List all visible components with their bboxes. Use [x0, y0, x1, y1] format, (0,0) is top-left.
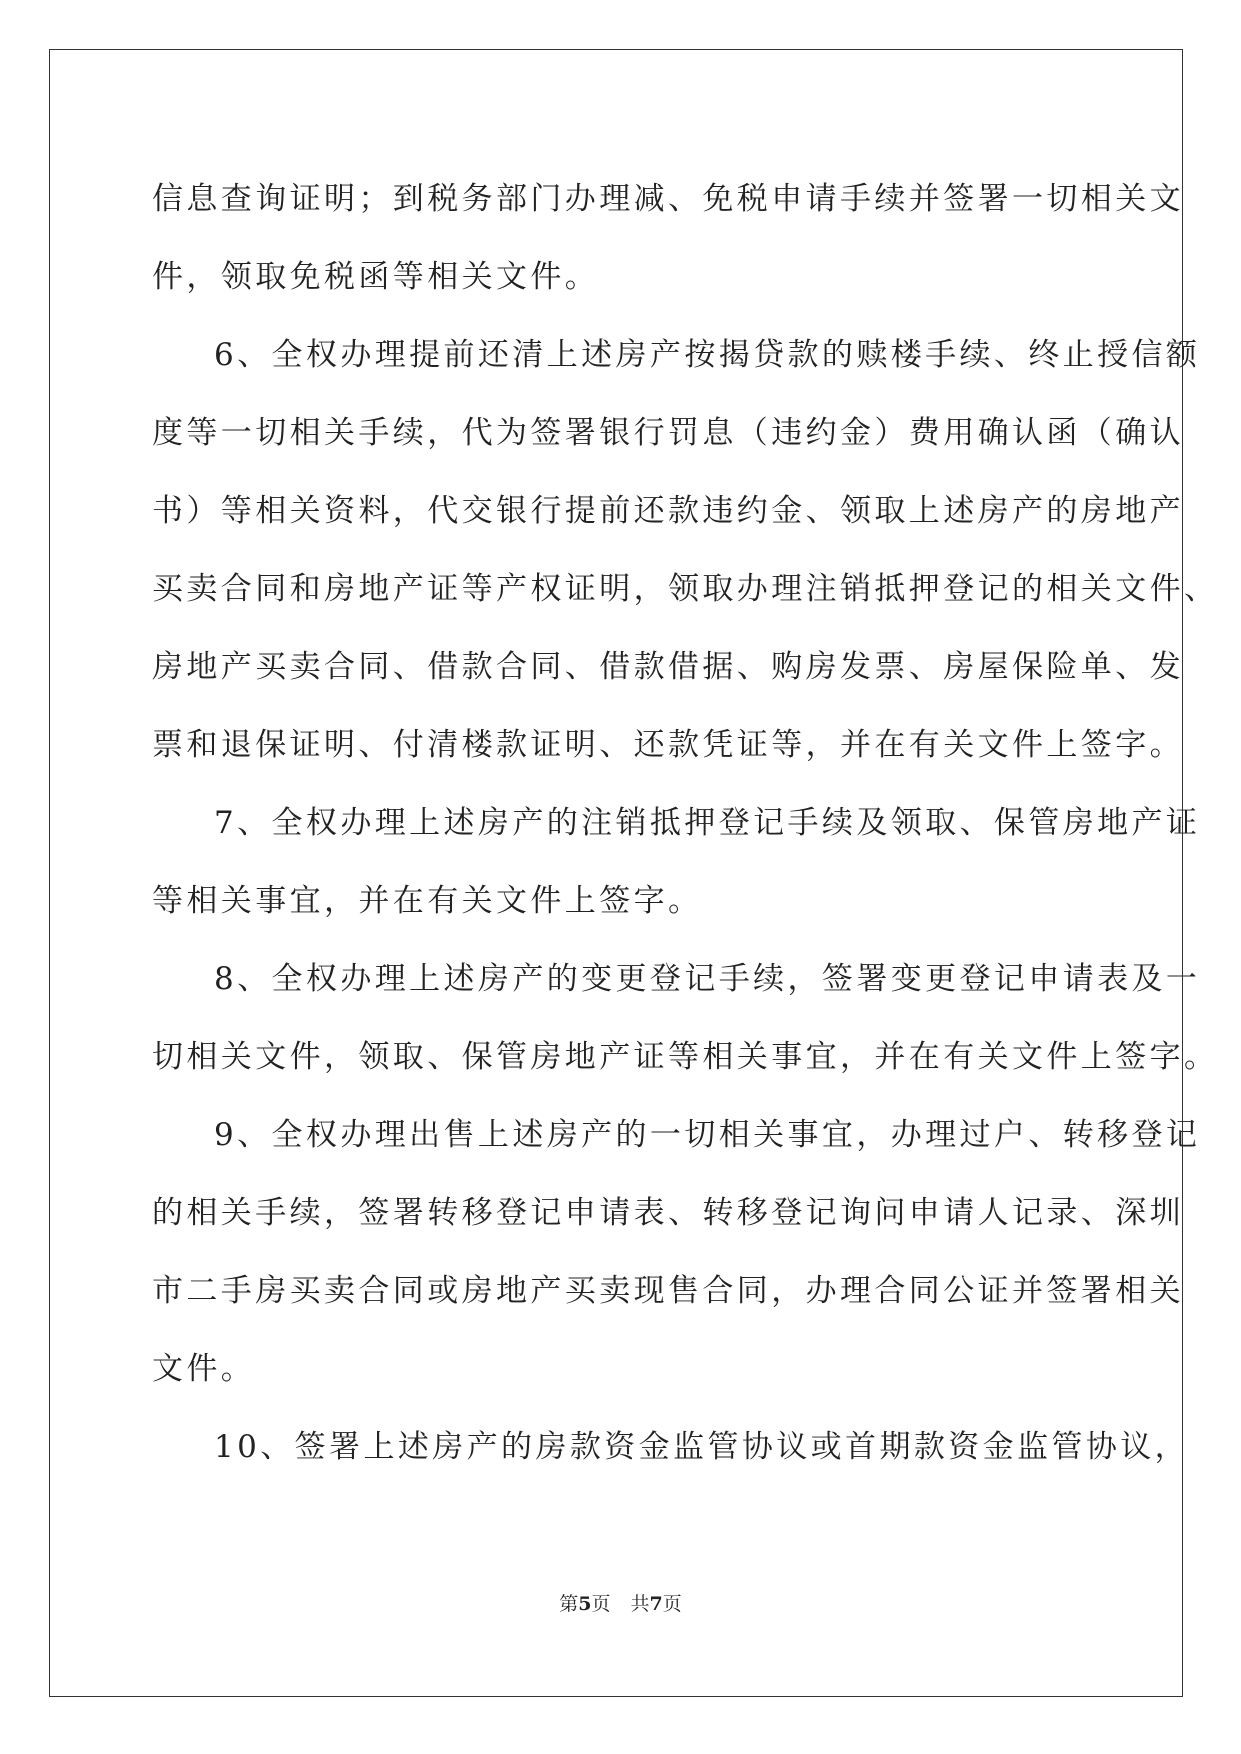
text-line: 房地产买卖合同、借款合同、借款借据、购房发票、房屋保险单、发	[152, 649, 1184, 685]
text-line: 买卖合同和房地产证等产权证明，领取办理注销抵押登记的相关文件、	[152, 571, 1219, 607]
text-line: 9、全权办理出售上述房产的一切相关事宜，办理过户、转移登记	[214, 1117, 1201, 1153]
total-prefix: 共	[630, 1593, 650, 1615]
text-line: 10、签署上述房产的房款资金监管协议或首期款资金监管协议，	[214, 1429, 1190, 1465]
text-line: 6、全权办理提前还清上述房产按揭贷款的赎楼手续、终止授信额	[214, 337, 1201, 373]
total-pages: 7	[649, 1593, 663, 1615]
text-line: 件，领取免税函等相关文件。	[152, 259, 600, 295]
text-line: 8、全权办理上述房产的变更登记手续，签署变更登记申请表及一	[214, 961, 1201, 997]
page-footer	[0, 1589, 1241, 1616]
text-line: 信息查询证明；到税务部门办理减、免税申请手续并签署一切相关文	[152, 181, 1184, 217]
paragraph-item-10	[152, 1408, 1190, 1486]
text-line: 书）等相关资料，代交银行提前还款违约金、领取上述房产的房地产	[152, 493, 1184, 529]
paragraph-item-8	[152, 940, 1219, 1096]
text-line: 7、全权办理上述房产的注销抵押登记手续及领取、保管房地产证	[214, 805, 1201, 841]
text-line: 度等一切相关手续，代为签署银行罚息（违约金）费用确认函（确认	[152, 415, 1184, 451]
document-body	[152, 160, 1219, 1486]
total-suffix: 页	[662, 1593, 682, 1615]
page-suffix: 页	[591, 1593, 611, 1615]
paragraph-item-9	[152, 1096, 1201, 1408]
page-prefix: 第	[559, 1593, 579, 1615]
text-line: 市二手房买卖合同或房地产买卖现售合同，办理合同公证并签署相关	[152, 1273, 1184, 1309]
text-line: 文件。	[152, 1351, 256, 1387]
paragraph-item-6	[152, 316, 1219, 784]
text-line: 票和退保证明、付清楼款证明、还款凭证等，并在有关文件上签字。	[152, 727, 1184, 763]
text-line: 等相关事宜，并在有关文件上签字。	[152, 883, 703, 919]
page-number: 5	[578, 1593, 592, 1615]
text-line: 的相关手续，签署转移登记申请表、转移登记询问申请人记录、深圳	[152, 1195, 1184, 1231]
paragraph-item-7	[152, 784, 1201, 940]
text-line: 切相关文件，领取、保管房地产证等相关事宜，并在有关文件上签字。	[152, 1039, 1219, 1075]
paragraph-continuation	[152, 160, 1184, 316]
